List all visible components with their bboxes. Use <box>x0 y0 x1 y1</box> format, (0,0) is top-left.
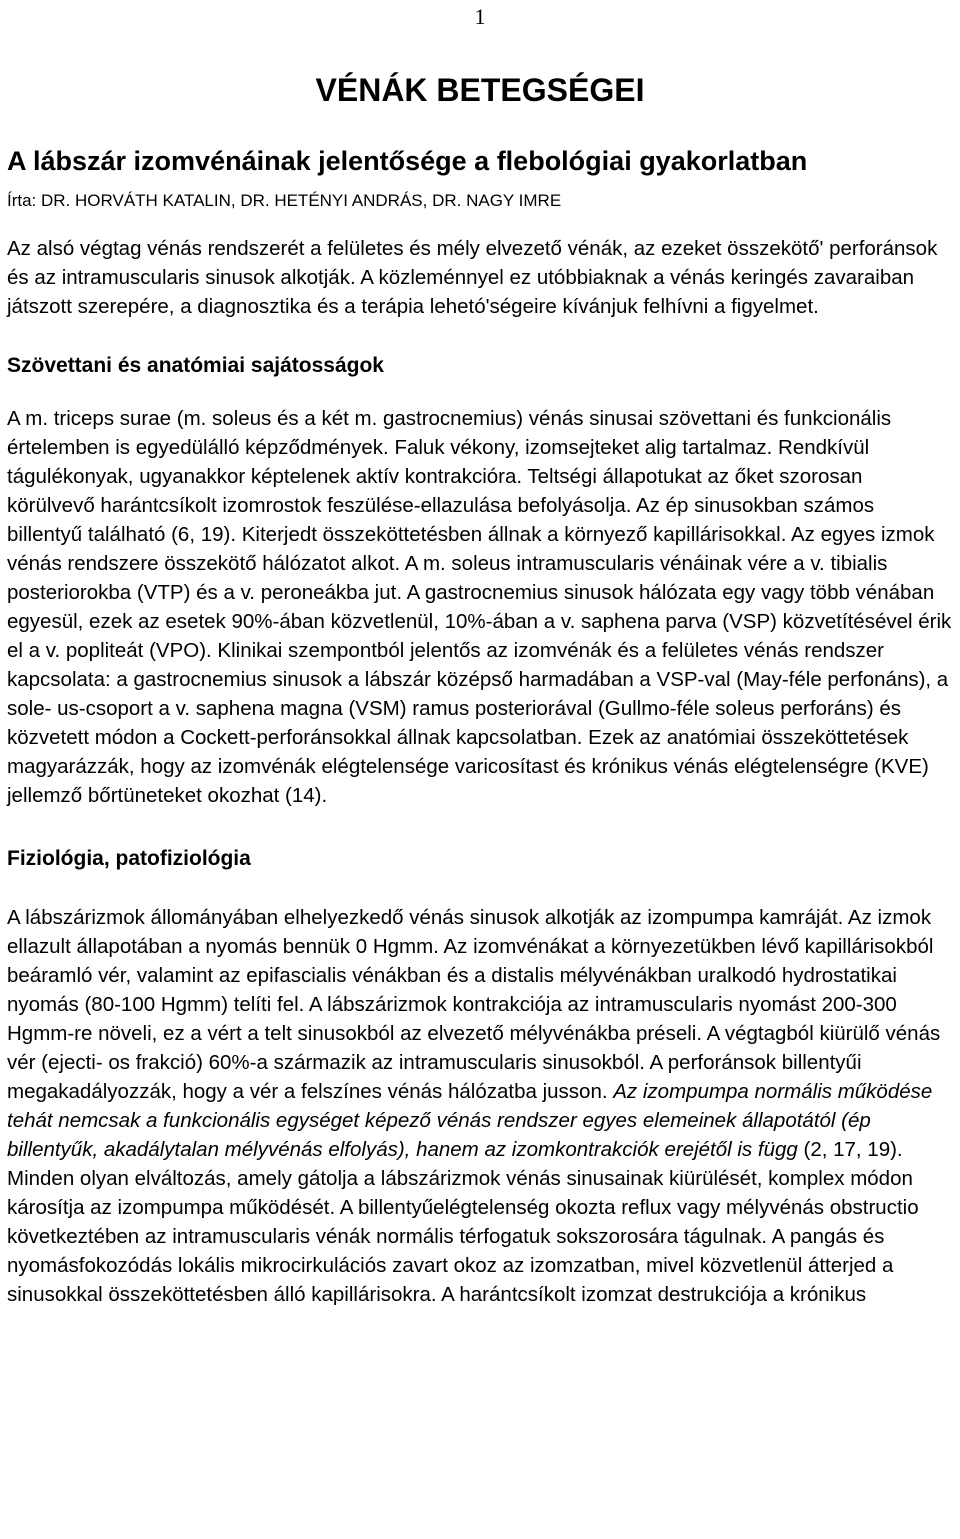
document-subtitle: A lábszár izomvénáinak jelentősége a flebológiai gyakorlatban <box>7 146 808 176</box>
document-title: VÉNÁK BETEGSÉGEI <box>315 72 645 108</box>
histology-paragraph: A m. triceps surae (m. soleus és a két m. gastrocnemius) vénás sinusai szövettani és funkcionális értelemben is egyedülálló képződmények. Faluk vékony, izomsejteket alig tartalmaz. Rendkívül tágulékonyak, ugyanakkor képtelenek aktív kontrakcióra. Teltségi állapotukat az őket szorosan körülvevő harántcsíkolt izomrostok feszülése-ellazulása befolyásolja. Az ép sinusokban számos billentyű található (6, 19). Kiterjedt összeköttetésben állnak a környező kapillárisokkal. Az egyes izmok vénás rendszere összekötő hálózatot alkot. A m. soleus intramuscularis vénáinak vére a v. tibialis posteriorokba (VTP) és a v. peroneákba jut. A gastrocnemius sinusok hálózata egy vagy több vénában egyesül, ezek az esetek 90%-ában közvetlenül, 10%-ában a v. saphena parva (VSP) közvetítésével érik el a v. popliteát (VPO). Klinikai szempontból jelentős az izomvénák és a felületes vénás rendszer kapcsolata: a gastrocnemius sinusok a lábszár középső harmadában a VSP-val (May-féle perfonáns), a sole- us-csoport a v. saphena magna (VSM) ramus posteriorával (Gullmo-féle soleus perforáns) és közvetett módon a Cockett-perforánsokkal állnak kapcsolatban. Ezek az anatómiai összeköttetések magyarázzák, hogy az izomvénák elégtelensége varicosítast és krónikus vénás elégtelenségre (KVE) jellemző bőrtüneteket okozhat (14). <box>7 407 952 807</box>
physiology-text-emphasis: Az izompumpa normális működése tehát nemcsak a funkcionális egységet képező vénás rendszer egyes elemeinek állapotától (ép billentyűk, akadálytalan mélyvénás elfolyás), hanem az izomkontrakciók erejétől is függ <box>7 1080 933 1161</box>
physiology-text-start: A lábszárizmok állományában elhelyezkedő vénás sinusok alkotják az izompumpa kamráját. Az izmok ellazult állapotában a nyomás bennük 0 Hgmm. Az izomvénákat a környezetükben lévő kapillárisokból beáramló vér, valamint az epifascialis vénákban és a distalis mélyvénákban uralkodó hydrostatikai nyomás (80-100 Hgmm) telíti fel. A lábszárizmok kontrakciója az intramuscularis nyomást 200-300 Hgmm-re növeli, ez a vért a telt sinusokból az elvezető mélyvénákba préseli. A végtagból kiürülő vénás vér (ejecti- os frakció) 60%-a származik az intramuscularis sinusokból. A perforánsok billentyűi megakadályozzák, hogy a vér a felszínes vénás hálózatba jusson. <box>7 906 941 1103</box>
intro-paragraph: Az alsó végtag vénás rendszerét a felületes és mély elvezető vénák, az ezeket összekötő' perforánsok és az intramuscularis sinusok alkotják. A közleménnyel ez utóbbiaknak a vénás keringés zavaraiban játszott szerepére, a diagnosztika és a terápia lehetó'ségeire kívánjuk felhívni a figyelmet. <box>7 237 938 318</box>
authors-line: Írta: DR. HORVÁTH KATALIN, DR. HETÉNYI ANDRÁS, DR. NAGY IMRE <box>7 191 562 210</box>
physiology-text-end: (2, 17, 19). Minden olyan elváltozás, amely gátolja a lábszárizmok vénás sinusainak kiürülését, komplex módon károsítja az izompumpa működését. A billentyűelégtelenség okozta reflux vagy mélyvénás obstructio következtében az intramuscularis vénák normális térfogatuk sokszorosára tágulnak. A pangás és nyomásfokozódás lokális mikrocirkulációs zavart okoz az izomzatban, mivel közvetlenül átterjed a sinusokkal összeköttetésben álló kapillárisokra. A harántcsíkolt izomzat destrukciója a krónikus <box>7 1138 919 1306</box>
section-heading-histology: Szövettani és anatómiai sajátosságok <box>7 354 384 377</box>
section-heading-physiology: Fiziológia, patofiziológia <box>7 847 251 870</box>
document-body <box>7 70 953 1309</box>
physiology-paragraph <box>7 903 953 1309</box>
page-number: 1 <box>474 4 486 29</box>
